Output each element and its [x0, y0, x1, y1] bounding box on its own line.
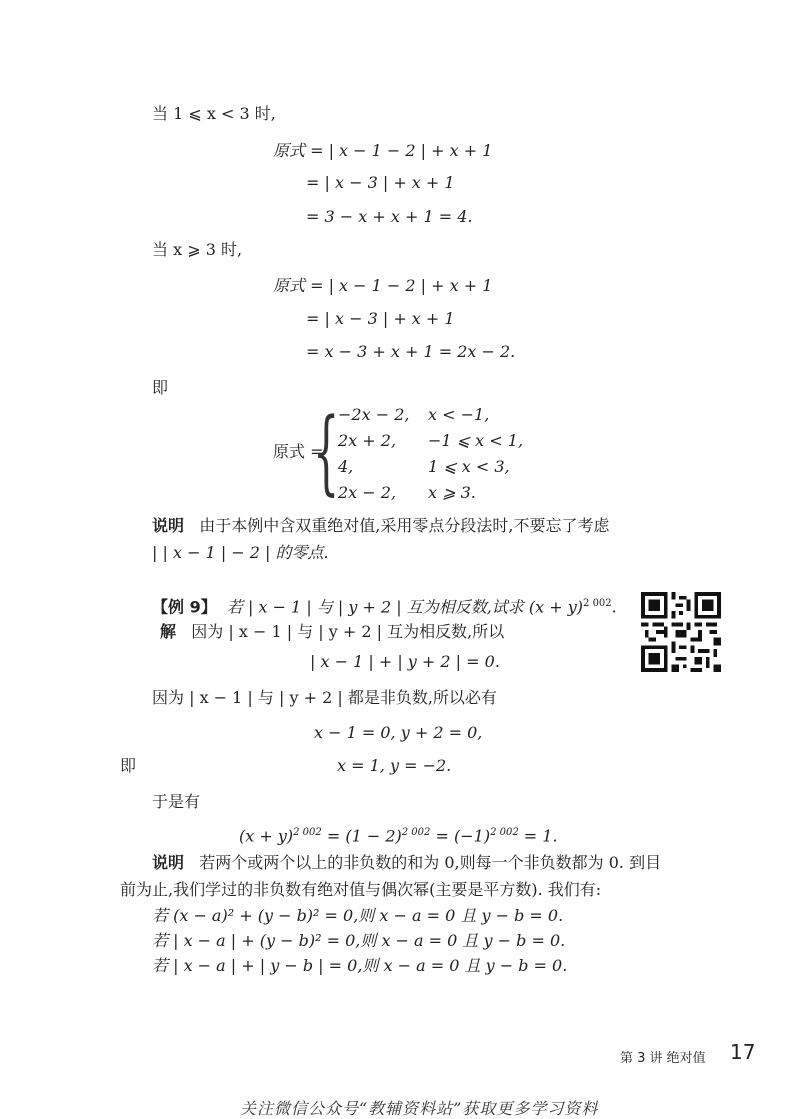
final-part-c: = (−1): [430, 826, 491, 846]
page-number: 17: [730, 1040, 756, 1064]
note-1-text: 由于本例中含双重绝对值,采用零点分段法时,不要忘了考虑: [199, 516, 610, 535]
solution-line-3: 于是有: [152, 792, 201, 811]
piecewise-expr-4: 2x − 2,: [338, 483, 397, 502]
chapter-label: 第 3 讲 绝对值: [620, 1051, 706, 1066]
case-2-line-2: = | x − 3 | + x + 1: [306, 309, 455, 328]
final-part-a: (x + y): [239, 826, 294, 846]
piecewise-cond-1: x < −1,: [428, 405, 490, 424]
solution-eq-3: x = 1, y = −2.: [337, 756, 452, 775]
solution-tag: 解: [160, 622, 177, 641]
solution-eq-2: x − 1 = 0, y + 2 = 0,: [314, 723, 483, 742]
piecewise-expr-1: −2x − 2,: [338, 405, 410, 424]
qr-code-icon: [641, 592, 721, 672]
case-1-line-3: = 3 − x + x + 1 = 4.: [306, 207, 473, 226]
solution-text-1: 因为 | x − 1 | 与 | y + 2 | 互为相反数,所以: [191, 622, 505, 641]
final-exp-3: 2 002: [490, 827, 519, 838]
solution-line-2: 因为 | x − 1 | 与 | y + 2 | 都是非负数,所以必有: [152, 688, 497, 707]
ji-label-1: 即: [152, 378, 169, 397]
case-1-line-2: = | x − 3 | + x + 1: [306, 173, 455, 192]
note-1-line-2: | | x − 1 | − 2 | 的零点.: [152, 543, 329, 562]
final-exp-2: 2 002: [401, 827, 431, 838]
example-9-exponent: 2 002: [583, 598, 612, 609]
footer-note: 关注微信公众号“教辅资料站”获取更多学习资料: [240, 1099, 599, 1118]
ji-label-2: 即: [120, 756, 137, 775]
note-1-line-1: [152, 516, 609, 536]
note-2-text-1: 若两个或两个以上的非负数的和为 0,则每一个非负数都为 0. 到目: [199, 853, 662, 872]
case-1-line-1: 原式 = | x − 1 − 2 | + x + 1: [273, 141, 493, 160]
case-2-line-1: 原式 = | x − 1 − 2 | + x + 1: [273, 276, 493, 295]
final-part-d: = 1.: [518, 826, 558, 846]
piecewise-brace: {: [313, 398, 340, 505]
case-2-heading: 当 x ⩾ 3 时,: [152, 240, 243, 259]
piecewise-expr-2: 2x + 2,: [338, 431, 397, 450]
example-9-end: .: [611, 597, 617, 617]
note-2-line-2: 前为止,我们学过的非负数有绝对值与偶次幂(主要是平方数). 我们有:: [120, 880, 602, 899]
piecewise-label: 原式 =: [273, 442, 324, 461]
piecewise-cond-2: −1 ⩽ x < 1,: [428, 431, 524, 450]
case-2-line-3: = x − 3 + x + 1 = 2x − 2.: [306, 342, 516, 361]
example-9-text: 若 | x − 1 | 与 | y + 2 | 互为相反数,试求 (x + y): [226, 597, 584, 617]
rule-1: 若 (x − a)² + (y − b)² = 0,则 x − a = 0 且 y − b = 0.: [152, 906, 564, 925]
final-equation: [239, 823, 558, 846]
rule-3: 若 | x − a | + | y − b | = 0,则 x − a = 0 且 y − b = 0.: [152, 956, 568, 975]
solution-eq-1: | x − 1 | + | y + 2 | = 0.: [310, 652, 500, 671]
example-9-line: [152, 594, 617, 617]
note-2-tag: 说明: [152, 853, 185, 872]
note-2-line-1: [152, 853, 661, 873]
example-9-tag: 【例 9】: [152, 597, 217, 617]
piecewise-expr-3: 4,: [338, 457, 354, 476]
final-part-b: = (1 − 2): [321, 826, 402, 846]
rule-2: 若 | x − a | + (y − b)² = 0,则 x − a = 0 且 y − b = 0.: [152, 931, 566, 950]
case-1-heading: 当 1 ⩽ x < 3 时,: [152, 104, 276, 123]
solution-line-1: [160, 622, 504, 642]
note-1-tag: 说明: [152, 516, 185, 535]
final-exp-1: 2 002: [293, 827, 322, 838]
piecewise-cond-3: 1 ⩽ x < 3,: [428, 457, 510, 476]
piecewise-cond-4: x ⩾ 3.: [428, 483, 476, 502]
